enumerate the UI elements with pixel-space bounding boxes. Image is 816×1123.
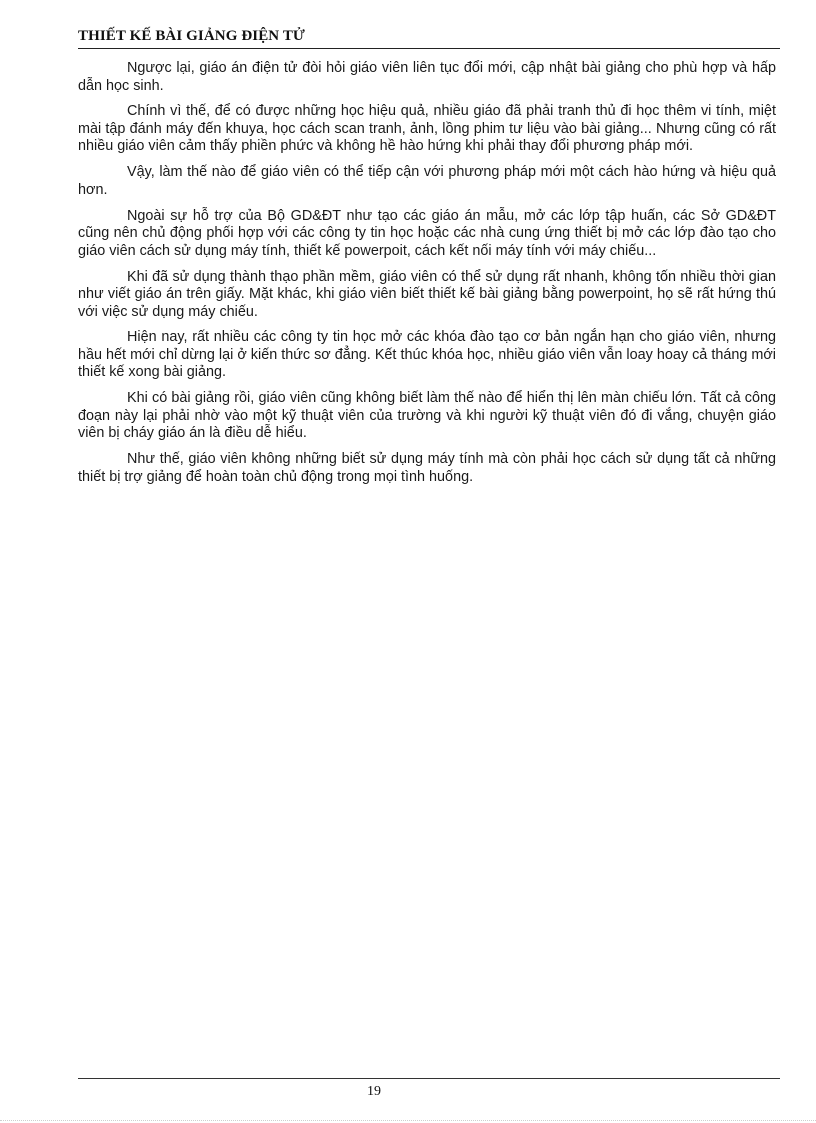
paragraph: Ngược lại, giáo án điện tử đòi hỏi giáo viên liên tục đổi mới, cập nhật bài giảng cho phù hợp và hấp dẫn học sinh. [78, 60, 776, 94]
paragraph: Khi có bài giảng rồi, giáo viên cũng không biết làm thế nào để hiển thị lên màn chiếu lớn. Tất cả công đoạn này lại phải nhờ vào một kỹ thuật viên của trường và khi người kỹ thuật viên đó đi vắng, chuyện giáo viên bị cháy giáo án là điều dễ hiểu. [78, 390, 776, 442]
paragraph: Ngoài sự hỗ trợ của Bộ GD&ĐT như tạo các giáo án mẫu, mở các lớp tập huấn, các Sở GD&ĐT cũng nên chủ động phối hợp với các công ty tin học hoặc các nhà cung ứng thiết bị mở các lớp đào tạo cho giáo viên cách sử dụng máy tính, thiết kế powerpoit, cách kết nối máy tính với máy chiếu... [78, 207, 776, 259]
header-title: THIẾT KẾ BÀI GIẢNG ĐIỆN TỬ [78, 28, 305, 44]
body-text [78, 60, 776, 495]
paragraph: Khi đã sử dụng thành thạo phần mềm, giáo viên có thể sử dụng rất nhanh, không tốn nhiều thời gian như viết giáo án trên giấy. Mặt khác, khi giáo viên biết thiết kế bài giảng bằng powerpoint, họ sẽ rất hứng thú với việc sử dụng máy chiếu. [78, 268, 776, 320]
paragraph: Chính vì thế, để có được những học hiệu quả, nhiều giáo đã phải tranh thủ đi học thêm vi tính, miệt mài tập đánh máy đến khuya, học cách scan tranh, ảnh, lồng phim tư liệu vào bài giảng... Nhưng cũng có rất nhiều giáo viên cảm thấy phiền phức và không hề hào hứng khi phải thay đổi phương pháp mới. [78, 103, 776, 155]
running-header [78, 24, 780, 49]
paragraph: Vậy, làm thế nào để giáo viên có thể tiếp cận với phương pháp mới một cách hào hứng và hiệu quả hơn. [78, 164, 776, 198]
footer-divider [78, 1078, 780, 1079]
paragraph: Như thế, giáo viên không những biết sử dụng máy tính mà còn phải học cách sử dụng tất cả những thiết bị trợ giảng để hoàn toàn chủ động trong mọi tình huống. [78, 451, 776, 485]
page-number: 19 [367, 1084, 381, 1099]
page-bottom-edge [0, 1120, 816, 1121]
paragraph: Hiện nay, rất nhiều các công ty tin học mở các khóa đào tạo cơ bản ngắn hạn cho giáo viên, nhưng hầu hết mới chỉ dừng lại ở kiến thức sơ đẳng. Kết thúc khóa học, nhiều giáo viên vẫn loay hoay cả tháng mới thiết kế xong bài giảng. [78, 329, 776, 381]
